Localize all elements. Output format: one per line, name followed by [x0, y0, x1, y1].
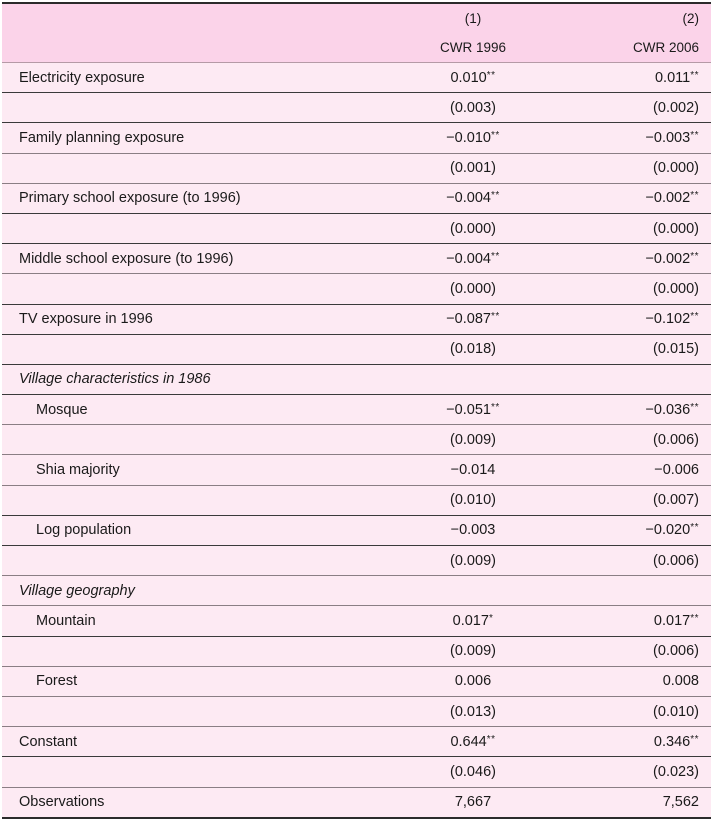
coefficient-value: (0.000) [450, 280, 496, 297]
coefficient-value: 0.346 [653, 733, 691, 750]
cell-column-1 [342, 636, 542, 666]
cell-column-2 [542, 304, 711, 334]
coefficient-value: −0.102 [645, 311, 691, 328]
table-row [2, 727, 711, 757]
coefficient-value: (0.007) [653, 492, 699, 509]
cell-column-2 [542, 515, 711, 545]
cell-column-1 [342, 274, 542, 304]
header-row-column-numbers [2, 3, 711, 33]
cell-column-2 [542, 636, 711, 666]
row-label: Middle school exposure (to 1996) [2, 244, 342, 274]
coefficient-value: −0.010 [446, 129, 491, 146]
coefficient-value: −0.087 [446, 311, 491, 328]
cell-column-2 [542, 334, 711, 364]
coefficient-value: (0.006) [653, 431, 699, 448]
cell-column-2 [542, 244, 711, 274]
row-label: Family planning exposure [2, 123, 342, 153]
coefficient-value: −0.004 [446, 190, 491, 207]
row-label [2, 485, 342, 515]
coefficient-value: (0.010) [653, 703, 699, 720]
table-row-standard-error [2, 274, 711, 304]
significance-stars: ** [690, 190, 699, 202]
cell-column-1 [342, 666, 542, 696]
coefficient-value: 0.010 [450, 69, 487, 86]
significance-stars: ** [490, 190, 500, 202]
row-label [2, 425, 342, 455]
cell-column-1 [342, 696, 542, 726]
coefficient-value: (0.001) [450, 160, 496, 177]
cell-column-1 [342, 455, 542, 485]
cell-column-1 [342, 425, 542, 455]
coefficient-value: 7,562 [662, 794, 699, 811]
table-row-standard-error [2, 425, 711, 455]
cell-column-1 [342, 787, 542, 818]
row-label [2, 334, 342, 364]
significance-stars: ** [690, 311, 699, 323]
significance-stars: ** [690, 69, 699, 81]
coefficient-value: (0.006) [653, 552, 699, 569]
table-header [2, 3, 711, 63]
row-label [2, 153, 342, 183]
significance-stars: ** [690, 612, 699, 624]
coefficient-value: (0.000) [450, 220, 496, 237]
coefficient-value: (0.009) [450, 643, 496, 660]
coefficient-value: −0.014 [450, 462, 496, 479]
coefficient-value: (0.018) [450, 341, 496, 358]
cell-column-2 [542, 213, 711, 243]
table-row [2, 606, 711, 636]
row-label: TV exposure in 1996 [2, 304, 342, 334]
significance-stars: ** [490, 311, 500, 323]
significance-stars: ** [690, 401, 699, 413]
table-row [2, 123, 711, 153]
cell-column-1 [342, 757, 542, 787]
coefficient-value: (0.009) [450, 431, 496, 448]
regression-table [2, 2, 711, 819]
row-label [2, 546, 342, 576]
coefficient-value: −0.051 [446, 401, 491, 418]
cell-column-1 [342, 244, 542, 274]
table-row-standard-error [2, 636, 711, 666]
cell-column-1 [342, 304, 542, 334]
cell-column-1 [342, 364, 542, 394]
cell-column-1 [342, 395, 542, 425]
cell-column-2 [542, 485, 711, 515]
column-2-number: (2) [542, 3, 711, 33]
table-row-standard-error [2, 93, 711, 123]
coefficient-value: 0.008 [662, 673, 699, 690]
row-label [2, 636, 342, 666]
regression-table-container [2, 2, 711, 819]
row-label: Log population [2, 515, 342, 545]
cell-column-2 [542, 63, 711, 93]
cell-column-1 [342, 183, 542, 213]
coefficient-value: (0.000) [653, 220, 699, 237]
cell-column-1 [342, 123, 542, 153]
coefficient-value: −0.003 [450, 522, 496, 539]
row-label: Primary school exposure (to 1996) [2, 183, 342, 213]
significance-stars: ** [690, 522, 699, 534]
cell-column-1 [342, 153, 542, 183]
row-label [2, 274, 342, 304]
coefficient-value: (0.023) [653, 763, 699, 780]
cell-column-2 [542, 757, 711, 787]
coefficient-value: (0.010) [450, 492, 496, 509]
header-row-column-titles [2, 33, 711, 63]
header-empty-cell [2, 3, 342, 33]
significance-stars: ** [490, 250, 500, 262]
coefficient-value: (0.002) [653, 99, 699, 116]
cell-column-1 [342, 485, 542, 515]
cell-column-1 [342, 63, 542, 93]
significance-stars: ** [490, 401, 500, 413]
cell-column-1 [342, 576, 542, 606]
column-1-number: (1) [342, 3, 542, 33]
coefficient-value: (0.013) [450, 703, 496, 720]
header-empty-cell [2, 33, 342, 63]
cell-column-2 [542, 696, 711, 726]
section-heading: Village geography [2, 576, 342, 606]
significance-stars: * [488, 612, 494, 624]
column-1-title: CWR 1996 [342, 33, 542, 63]
table-row-standard-error [2, 153, 711, 183]
coefficient-value: −0.020 [645, 522, 691, 539]
row-label: Shia majority [2, 455, 342, 485]
table-row [2, 515, 711, 545]
table-row [2, 304, 711, 334]
row-label: Electricity exposure [2, 63, 342, 93]
coefficient-value: (0.003) [450, 99, 496, 116]
table-row-standard-error [2, 696, 711, 726]
cell-column-2 [542, 606, 711, 636]
row-label: Observations [2, 787, 342, 818]
coefficient-value: 0.011 [654, 69, 691, 86]
cell-column-2 [542, 153, 711, 183]
table-row [2, 666, 711, 696]
row-label: Forest [2, 666, 342, 696]
cell-column-2 [542, 364, 711, 394]
cell-column-2 [542, 787, 711, 818]
coefficient-value: −0.036 [645, 401, 691, 418]
coefficient-value: (0.006) [653, 643, 699, 660]
table-row-standard-error [2, 485, 711, 515]
cell-column-2 [542, 455, 711, 485]
table-row [2, 183, 711, 213]
cell-column-2 [542, 546, 711, 576]
column-2-title: CWR 2006 [542, 33, 711, 63]
cell-column-2 [542, 123, 711, 153]
table-row [2, 244, 711, 274]
cell-column-1 [342, 606, 542, 636]
row-label [2, 757, 342, 787]
coefficient-value: −0.002 [645, 190, 691, 207]
cell-column-2 [542, 666, 711, 696]
row-label [2, 696, 342, 726]
significance-stars: ** [486, 733, 496, 745]
table-body [2, 63, 711, 818]
table-row [2, 787, 711, 818]
cell-column-2 [542, 425, 711, 455]
significance-stars: ** [690, 129, 699, 141]
cell-column-2 [542, 727, 711, 757]
coefficient-value: 0.017 [452, 612, 489, 629]
table-row-standard-error [2, 213, 711, 243]
cell-column-1 [342, 546, 542, 576]
table-row-standard-error [2, 757, 711, 787]
table-row [2, 364, 711, 394]
row-label: Constant [2, 727, 342, 757]
cell-column-2 [542, 93, 711, 123]
coefficient-value: (0.000) [653, 280, 699, 297]
section-heading: Village characteristics in 1986 [2, 364, 342, 394]
coefficient-value: (0.009) [450, 552, 496, 569]
coefficient-value: (0.015) [653, 341, 699, 358]
significance-stars: ** [490, 129, 500, 141]
significance-stars: ** [486, 69, 496, 81]
cell-column-1 [342, 213, 542, 243]
table-row [2, 576, 711, 606]
cell-column-1 [342, 515, 542, 545]
row-label [2, 213, 342, 243]
coefficient-value: 7,667 [454, 794, 492, 811]
table-row-standard-error [2, 546, 711, 576]
row-label [2, 93, 342, 123]
coefficient-value: 0.006 [454, 673, 492, 690]
coefficient-value: 0.017 [653, 612, 691, 629]
row-label: Mosque [2, 395, 342, 425]
table-row [2, 395, 711, 425]
cell-column-2 [542, 183, 711, 213]
coefficient-value: −0.003 [645, 129, 691, 146]
coefficient-value: 0.644 [450, 733, 487, 750]
coefficient-value: −0.002 [645, 250, 691, 267]
coefficient-value: (0.046) [450, 763, 496, 780]
cell-column-2 [542, 576, 711, 606]
coefficient-value: (0.000) [653, 160, 699, 177]
table-row-standard-error [2, 334, 711, 364]
significance-stars: ** [690, 250, 699, 262]
cell-column-1 [342, 93, 542, 123]
cell-column-2 [542, 274, 711, 304]
row-label: Mountain [2, 606, 342, 636]
table-row [2, 455, 711, 485]
cell-column-1 [342, 334, 542, 364]
cell-column-2 [542, 395, 711, 425]
coefficient-value: −0.006 [654, 462, 699, 479]
cell-column-1 [342, 727, 542, 757]
table-row [2, 63, 711, 93]
coefficient-value: −0.004 [446, 250, 491, 267]
significance-stars: ** [690, 733, 699, 745]
